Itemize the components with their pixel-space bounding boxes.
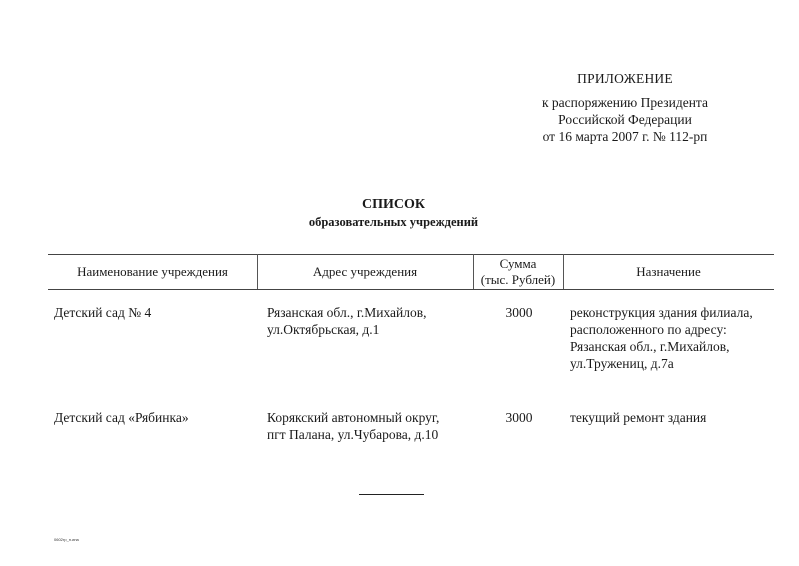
end-of-list-line: [359, 494, 424, 495]
table-header-rule: [48, 289, 774, 290]
header-sum-unit: (тыс. Рублей): [480, 271, 556, 287]
row-2-purpose: текущий ремонт здания: [570, 410, 707, 425]
title-line-1: СПИСОК: [361, 197, 426, 212]
header-address: [257, 254, 473, 289]
header-sum: [473, 254, 563, 289]
row-1-purpose-line-3: Рязанская обл., г.Михайлов,: [570, 339, 730, 354]
row-1-sum: 3000: [505, 305, 533, 320]
row-2-address: [267, 409, 463, 443]
footer-file-code: 0602гр_п.ина: [54, 537, 79, 542]
row-2-sum: 3000: [505, 410, 533, 425]
row-1-purpose-line-1: реконструкция здания филиала,: [570, 305, 753, 320]
row-2-name: Детский сад «Рябинка»: [54, 410, 189, 425]
header-name-label: Наименование учреждения: [77, 263, 228, 279]
appendix-line-1: к распоряжению Президента: [541, 95, 708, 110]
title-line-2: образовательных учреждений: [308, 215, 479, 229]
header-address-label: Адрес учреждения: [312, 263, 418, 279]
header-purpose: [563, 254, 774, 289]
row-1-purpose-line-2: расположенного по адресу:: [570, 322, 727, 337]
row-1-address: [267, 304, 463, 338]
header-sum-label: Сумма: [499, 255, 537, 271]
header-purpose-label: Назначение: [636, 263, 701, 279]
row-1-address-line-2: ул.Октябрьская, д.1: [267, 322, 380, 337]
header-name: [48, 254, 257, 289]
row-1-name: Детский сад № 4: [54, 305, 152, 320]
appendix-line-2: Российской Федерации: [558, 112, 692, 127]
row-2-address-line-2: пгт Палана, ул.Чубарова, д.10: [267, 427, 439, 442]
document-title: [0, 196, 787, 230]
appendix-block: [520, 70, 730, 145]
row-2-address-line-1: Корякский автономный округ,: [267, 410, 440, 425]
row-1-address-line-1: Рязанская обл., г.Михайлов,: [267, 305, 427, 320]
appendix-line-3: от 16 марта 2007 г. № 112-рп: [542, 129, 708, 144]
row-1-purpose: [570, 304, 768, 372]
row-1-purpose-line-4: ул.Тружениц, д.7а: [570, 356, 674, 371]
appendix-heading: ПРИЛОЖЕНИЕ: [577, 71, 673, 86]
